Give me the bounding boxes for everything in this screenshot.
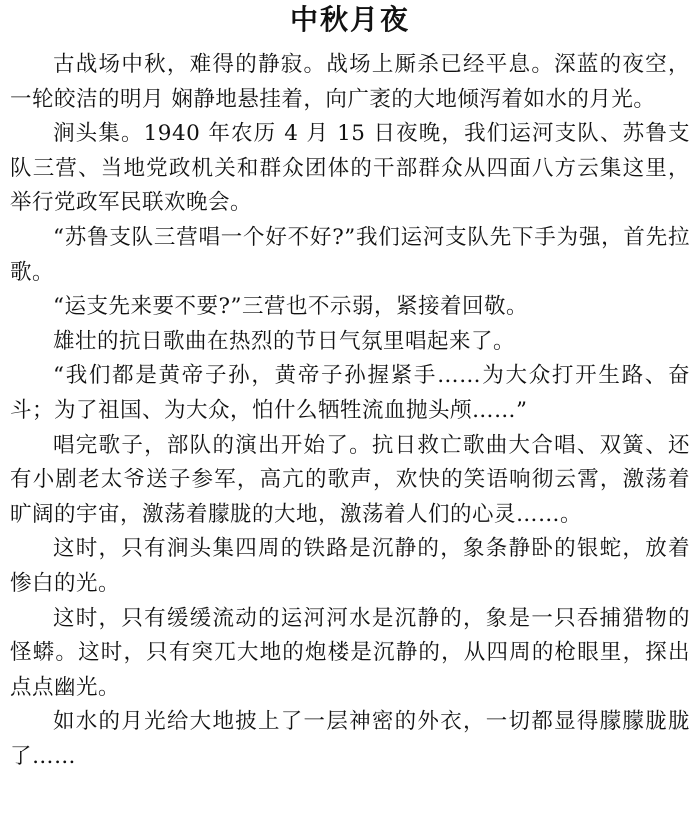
paragraph-10: 如水的月光给大地披上了一层神密的外衣，一切都显得朦朦胧胧了…… <box>10 709 690 769</box>
paragraph-1: 古战场中秋，难得的静寂。战场上厮杀已经平息。深蓝的夜空，一轮皎洁的明月 娴静地悬挂着，向广袤的大地倾泻着如水的月光。 <box>10 52 690 112</box>
paragraph-9: 这时，只有缓缓流动的运河河水是沉静的，象是一只吞捕猎物的怪蟒。这时，只有突兀大地的炮楼是沉静的，从四周的枪眼里，探出点点幽光。 <box>10 605 690 700</box>
paragraph-7: 唱完歌子，部队的演出开始了。抗日救亡歌曲大合唱、双簧、还有小剧老太爷送子参军，高亢的歌声，欢快的笑语响彻云霄，激荡着旷阔的宇宙，激荡着朦胧的大地，激荡着人们的心灵……。 <box>10 432 690 527</box>
paragraph-8: 这时，只有涧头集四周的铁路是沉静的，象条静卧的银蛇，放着惨白的光。 <box>10 536 690 596</box>
paragraph-3: “苏鲁支队三营唱一个好不好?”我们运河支队先下手为强，首先拉歌。 <box>10 224 690 285</box>
paragraph-6: “我们都是黄帝子孙，黄帝子孙握紧手……为大众打开生路、奋斗；为了祖国、为大众，怕什么牺牲流血抛头颅……” <box>10 363 690 423</box>
document-body <box>10 48 690 774</box>
paragraph-2: 涧头集。1940 年农历 4 月 15 日夜晚，我们运河支队、苏鲁支队三营、当地党政机关和群众团体的干部群众从四面八方云集这里，举行党政军民联欢晚会。 <box>10 121 690 216</box>
paragraph-5: 雄壮的抗日歌曲在热烈的节日气氛里唱起来了。 <box>53 328 516 354</box>
document-title: 中秋月夜 <box>289 3 410 36</box>
paragraph-4: “运支先来要不要?”三营也不示弱，紧接着回敬。 <box>53 294 529 320</box>
